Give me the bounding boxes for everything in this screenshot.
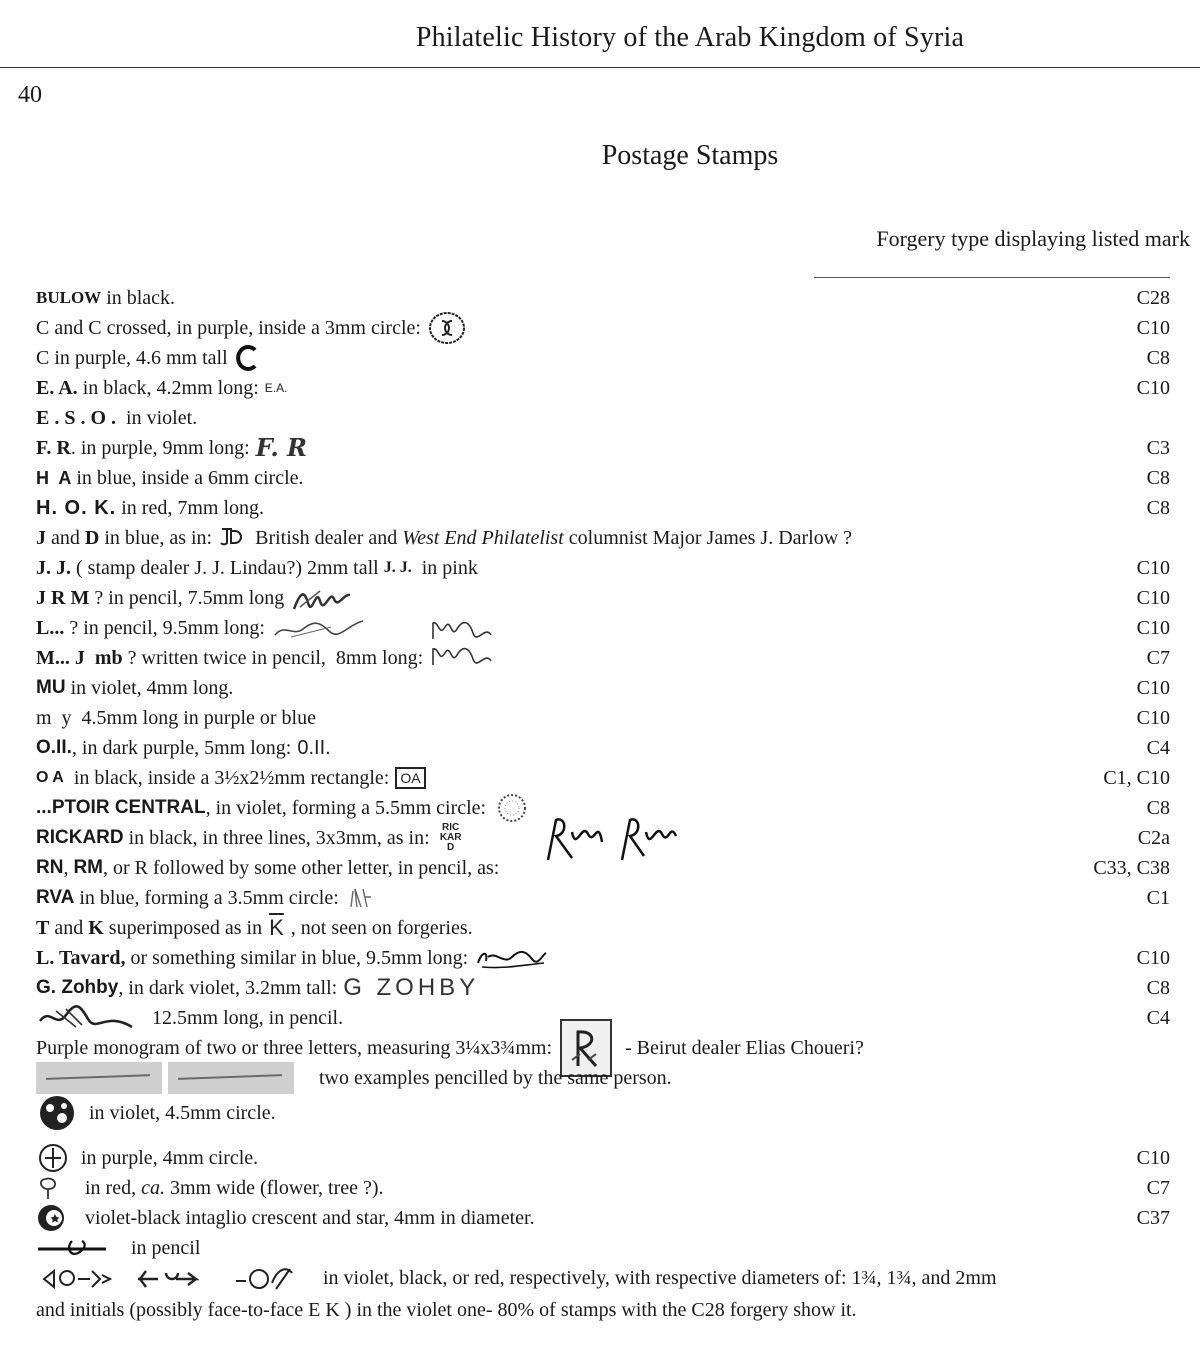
violet-circle-seal-icon	[36, 1094, 78, 1132]
list-item	[36, 973, 1170, 1003]
list-item	[36, 1263, 1170, 1293]
mark-label: RICKARD	[36, 827, 124, 848]
l-pencil-signature-icon	[271, 615, 367, 641]
forgery-type: C8	[1146, 797, 1170, 819]
mark-label: L...	[36, 617, 65, 639]
mark-description: in purple, 4mm circle.	[76, 1147, 259, 1169]
mark-description: and	[49, 317, 89, 339]
pencil-arrow-mark-icon	[36, 1237, 112, 1259]
mark-description: in blue, inside a 6mm circle.	[71, 467, 304, 489]
forgery-type: C33, C38	[1093, 857, 1170, 879]
crossed-c-circle-icon	[427, 310, 467, 346]
mark-description: violet-black intaglio crescent and star, 4mm in diameter.	[80, 1207, 535, 1229]
mark-label: J. J.	[383, 559, 412, 576]
pencil-example-image-1	[36, 1062, 162, 1094]
mark-description: in black, inside a 3½x2½mm rectangle:	[63, 767, 390, 789]
mark-label: E. A.	[36, 377, 78, 399]
mark-description: in pencil	[126, 1237, 201, 1259]
mark-label: J. J.	[36, 557, 71, 579]
fr-script-sample: F. R	[255, 433, 307, 462]
jrm-pencil-signature-icon	[290, 583, 354, 613]
mark-description: ? in pencil, 9.5mm long:	[64, 617, 265, 639]
list-item	[36, 1093, 1170, 1133]
mark-label: J R M	[36, 587, 90, 609]
mark-description: ? in pencil, 7.5mm long	[89, 587, 285, 609]
mark-description: superimposed as in	[103, 917, 268, 939]
list-item	[36, 1033, 1170, 1063]
pencil-example-image-2	[168, 1062, 294, 1094]
mark-description: Purple monogram of two or three letters, measuring 3¼x3¾mm:	[36, 1037, 553, 1059]
mark-description: ? written twice in pencil, 8mm long:	[122, 647, 424, 669]
list-item	[36, 823, 1170, 853]
forgery-type: C7	[1146, 647, 1170, 669]
mark-description: ( stamp dealer J. J. Lindau?) 2mm tall	[71, 557, 384, 579]
page-number: 40	[18, 82, 42, 108]
mark-description: two examples pencilled by the same person.	[314, 1067, 672, 1089]
forgery-type: C10	[1136, 947, 1170, 969]
mark-description: in red, 7mm long.	[116, 497, 264, 519]
mark-description: , in dark purple, 5mm long:	[71, 737, 292, 759]
mark-label: M... J mb	[36, 647, 123, 669]
mark-description: in blue, forming a 3.5mm circle:	[74, 887, 339, 909]
mark-description: in violet, black, or red, respectively, with respective diameters of: 1¾, 1¾, and 2mm	[318, 1267, 997, 1289]
mark-description: , in dark violet, 3.2mm tall:	[118, 977, 338, 999]
forgery-type: C8	[1146, 977, 1170, 999]
black-ornament-mark-icon	[136, 1265, 208, 1291]
list-item	[36, 403, 1170, 433]
mark-label: E . S . O .	[36, 407, 117, 429]
forgery-type: C8	[1146, 497, 1170, 519]
list-item	[36, 493, 1170, 523]
list-item	[36, 673, 1170, 703]
rickard-three-line-sample: RIC KAR D	[439, 822, 462, 853]
forgery-type: C10	[1136, 677, 1170, 699]
header-rule	[0, 67, 1200, 68]
mark-description: in black, 4.2mm long:	[77, 377, 259, 399]
mark-description: in black.	[101, 287, 176, 309]
c-mark-icon	[234, 344, 260, 372]
forgery-type: C10	[1136, 377, 1170, 399]
closing-note: and initials (possibly face-to-face E K ) in the violet one- 80% of stamps with the C28 forgery show it.	[36, 1299, 857, 1321]
list-item	[36, 733, 1170, 763]
list-item	[36, 613, 1170, 643]
rva-circle-icon	[345, 885, 375, 911]
red-flower-tree-icon	[36, 1175, 60, 1201]
marks-list	[36, 283, 1170, 1325]
mark-description: ca.	[141, 1177, 165, 1199]
forgery-type: C10	[1136, 707, 1170, 729]
spacer	[36, 1133, 1170, 1143]
zohby-mark-sample: G ZOHBY	[343, 974, 480, 1001]
mark-description: in violet, 4.5mm circle.	[84, 1102, 276, 1124]
forgery-type: C28	[1136, 287, 1170, 309]
forgery-type: C10	[1136, 617, 1170, 639]
forgery-type: C3	[1146, 437, 1170, 459]
list-item	[36, 313, 1170, 343]
mark-label: O A	[36, 769, 64, 786]
mark-description: in blue, as in:	[99, 527, 213, 549]
list-item	[36, 433, 1170, 463]
list-item	[36, 1173, 1170, 1203]
mark-label: MU	[36, 677, 66, 698]
forgery-type: C7	[1146, 1177, 1170, 1199]
tk-superimposed-sample: $\overline{K}$	[269, 915, 284, 940]
mark-label: H A	[36, 468, 72, 488]
list-item	[36, 583, 1170, 613]
list-item	[36, 763, 1170, 793]
red-ornament-mark-icon	[232, 1263, 296, 1293]
list-item	[36, 553, 1170, 583]
mark-label: C	[88, 317, 102, 339]
section-title: Postage Stamps	[601, 140, 779, 171]
mark-description: in violet, 4mm long.	[65, 677, 234, 699]
forgery-type: C1, C10	[1103, 767, 1170, 789]
forgery-type: C10	[1136, 587, 1170, 609]
crescent-star-icon	[36, 1203, 66, 1233]
mark-description: and	[46, 527, 85, 549]
mark-label: J	[36, 527, 46, 549]
mark-description: 12.5mm long, in pencil.	[152, 1007, 344, 1029]
column-rule	[814, 277, 1170, 278]
mark-label: T	[36, 917, 50, 939]
list-item	[36, 703, 1170, 733]
mark-label: RM	[73, 857, 104, 878]
list-item	[36, 343, 1170, 373]
forgery-type: C10	[1136, 317, 1170, 339]
mark-description: ,	[63, 857, 74, 879]
mark-description: - Beirut dealer Elias Choueri?	[620, 1037, 864, 1059]
mjmb-double-signature-icon	[429, 617, 499, 673]
mark-label: O.II.	[36, 737, 72, 758]
mark-label: F. R	[36, 437, 71, 459]
mark-description: , or R followed by some other letter, in pencil, as:	[103, 857, 500, 879]
mark-description: 3mm wide (flower, tree ?).	[164, 1177, 384, 1199]
list-item	[36, 283, 1170, 313]
forgery-type: C10	[1136, 557, 1170, 579]
mark-description: columnist Major James J. Darlow ?	[563, 527, 853, 549]
mark-description: in red,	[80, 1177, 142, 1199]
mark-label: RN	[36, 857, 64, 878]
forgery-type: C4	[1146, 1007, 1170, 1029]
forgery-type: C2a	[1137, 827, 1170, 849]
mark-description: crossed, in purple, inside a 3mm circle:	[101, 317, 421, 339]
forgery-column-header: Forgery type displaying listed mark	[876, 226, 1190, 251]
mark-description: m y 4.5mm long in purple or blue	[36, 707, 316, 729]
mark-label: RVA	[36, 887, 75, 908]
mark-label: C	[36, 347, 50, 369]
mark-description: or something similar in blue, 9.5mm long:	[125, 947, 469, 969]
list-item	[36, 373, 1170, 403]
list-item	[36, 643, 1170, 673]
ea-mark-sample: E.A.	[264, 381, 288, 395]
purple-cross-circle-icon	[36, 1143, 70, 1173]
forgery-type: C1	[1146, 887, 1170, 909]
list-item	[36, 943, 1170, 973]
mark-description: , not seen on forgeries.	[285, 917, 473, 939]
mark-label: K	[88, 917, 104, 939]
list-item	[36, 523, 1170, 553]
violet-ornament-mark-icon	[42, 1265, 112, 1291]
mark-description: in black, in three lines, 3x3mm, as in:	[123, 827, 430, 849]
list-item	[36, 463, 1170, 493]
forgery-type: C8	[1146, 467, 1170, 489]
mark-description: in violet.	[116, 407, 198, 429]
mark-label: C	[36, 317, 50, 339]
mark-description: British dealer and	[250, 527, 403, 549]
mark-label: D	[84, 527, 100, 549]
list-item	[36, 1063, 1170, 1093]
forgery-type: C10	[1136, 1147, 1170, 1169]
list-item	[36, 1233, 1170, 1263]
tavard-signature-icon	[474, 945, 550, 971]
mark-description: . in purple, 9mm long:	[70, 437, 250, 459]
mark-label: L. Tavard,	[36, 947, 126, 969]
mark-label: BULOW	[36, 288, 102, 307]
forgery-type: C8	[1146, 347, 1170, 369]
mark-description: , in violet, forming a 5.5mm circle:	[205, 797, 487, 819]
mark-label: G. Zohby	[36, 977, 119, 998]
publication-title: West End Philatelist	[402, 527, 564, 549]
list-item	[36, 1143, 1170, 1173]
mark-label: H. O. K.	[36, 497, 117, 519]
list-item	[36, 913, 1170, 943]
jd-monogram-icon	[218, 525, 244, 551]
list-item	[36, 1203, 1170, 1233]
mark-description: in purple, 4.6 mm tall	[49, 347, 228, 369]
mark-label: ...PTOIR CENTRAL	[36, 797, 206, 818]
rn-rm-pencil-signature-icon	[542, 812, 682, 864]
list-item	[36, 883, 1170, 913]
mark-description: and	[49, 917, 89, 939]
running-header-title: Philatelic History of the Arab Kingdom of Syria	[415, 22, 965, 53]
oii-mark-sample: 0.II.	[297, 737, 331, 759]
forgery-type: C4	[1146, 737, 1170, 759]
forgery-type: C37	[1136, 1207, 1170, 1229]
mark-description: in pink	[411, 557, 478, 579]
oa-rectangle-sample: OA	[395, 767, 425, 789]
